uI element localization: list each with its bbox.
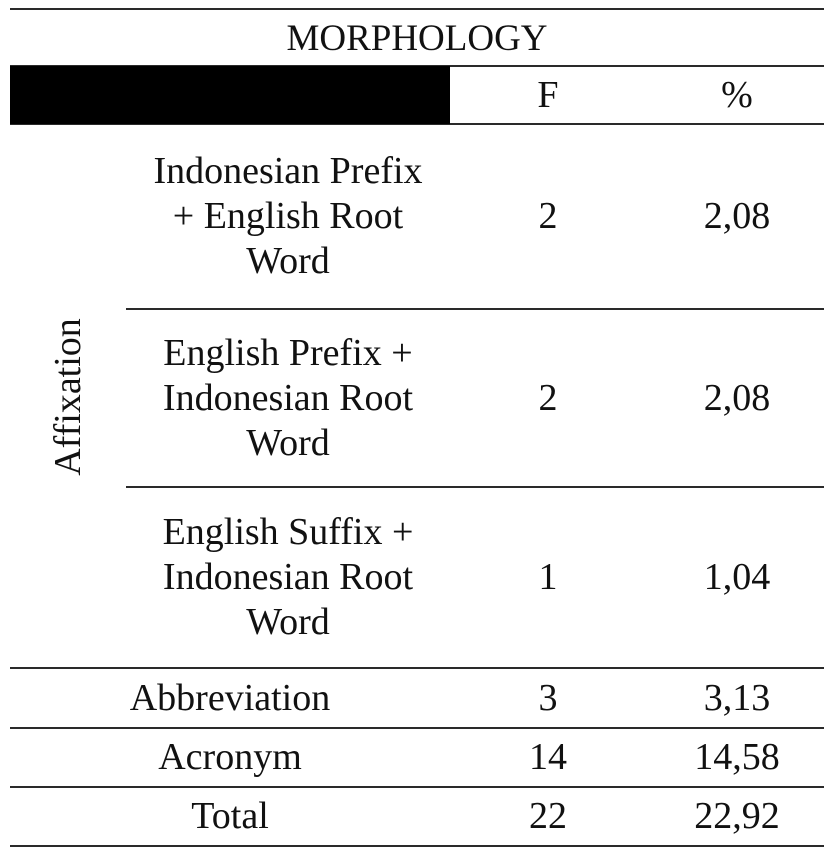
- affix-row-3-f: 1: [538, 556, 558, 598]
- total-f: 22: [529, 795, 567, 837]
- affix-row-1-line-1: Indonesian Prefix: [153, 150, 423, 192]
- affixation-label: Affixation: [47, 318, 90, 476]
- affix-row-1-percent: 2,08: [703, 195, 771, 237]
- affix-row-1-line-2: + English Root: [172, 195, 404, 237]
- abbreviation-f: 3: [538, 676, 558, 719]
- affix-row-1-label: [126, 125, 450, 308]
- affix-row-3-label: [126, 488, 450, 667]
- header-blank-cell: [10, 66, 450, 124]
- header-f: F: [537, 73, 559, 116]
- affix-row-3-percent: 1,04: [703, 556, 771, 598]
- header-percent: %: [721, 73, 753, 116]
- abbreviation-label: Abbreviation: [129, 676, 331, 719]
- affix-row-2-label: [126, 310, 450, 486]
- table-title: MORPHOLOGY: [286, 17, 548, 59]
- acronym-percent: 14,58: [694, 736, 780, 778]
- affix-row-3-line-3: Word: [246, 601, 330, 643]
- affix-row-2-f: 2: [538, 376, 558, 419]
- total-label: Total: [191, 795, 269, 837]
- affix-row-3-line-2: Indonesian Root: [162, 556, 414, 598]
- table-rule-bottom: [10, 845, 824, 847]
- affixation-group: [10, 126, 126, 668]
- affix-row-3-line-1: English Suffix +: [162, 511, 414, 553]
- affix-row-2-percent: 2,08: [703, 376, 771, 419]
- total-percent: 22,92: [694, 795, 780, 837]
- affix-row-2-line-2: Indonesian Root: [162, 376, 414, 419]
- acronym-f: 14: [529, 736, 567, 778]
- affix-row-2-line-3: Word: [246, 421, 330, 464]
- affix-row-1-f: 2: [538, 195, 558, 237]
- affix-row-2-line-1: English Prefix +: [163, 331, 413, 374]
- affix-row-1-line-3: Word: [246, 240, 330, 282]
- acronym-label: Acronym: [158, 736, 302, 778]
- abbreviation-percent: 3,13: [703, 676, 771, 719]
